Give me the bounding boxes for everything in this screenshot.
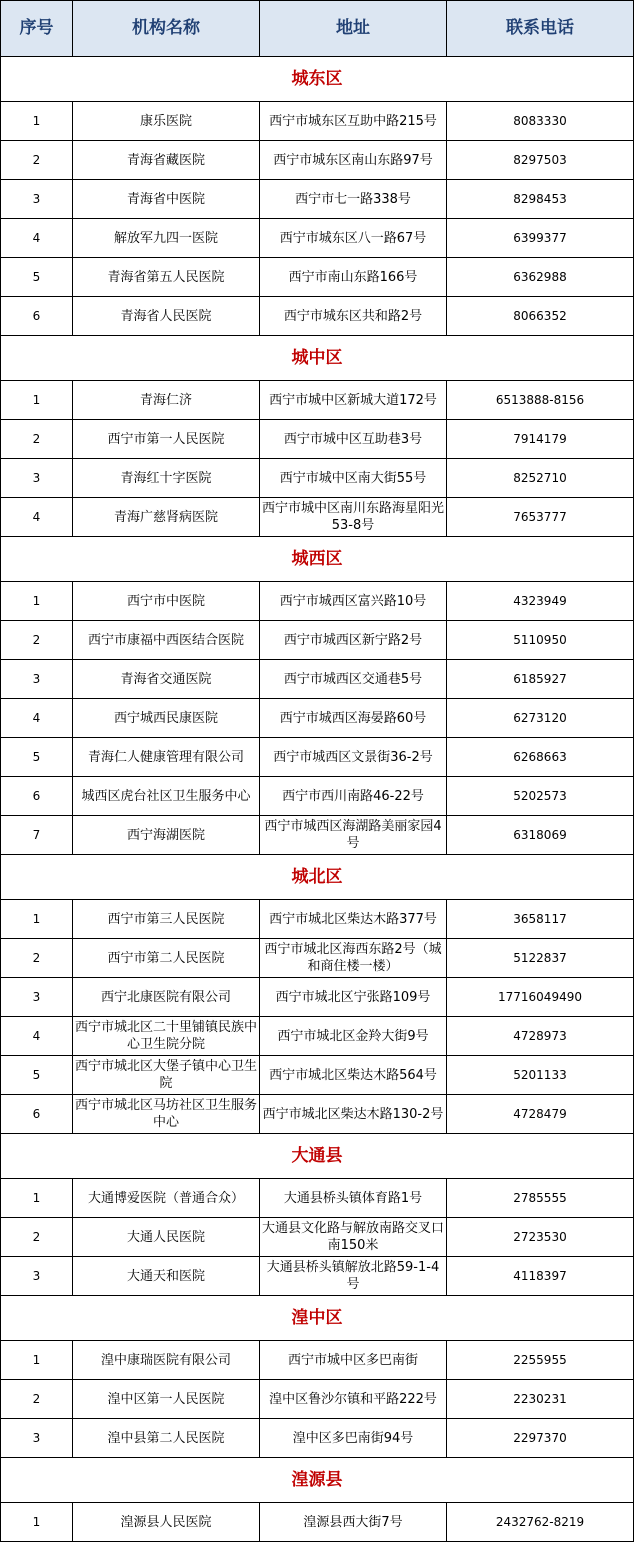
cell-no: 2 [1, 141, 73, 180]
cell-phone: 8252710 [447, 459, 634, 498]
cell-address: 西宁市城北区金羚大街9号 [260, 1017, 447, 1056]
section-title: 大通县 [1, 1134, 634, 1179]
cell-no: 1 [1, 1503, 73, 1542]
table-row [1, 1380, 634, 1419]
table-row [1, 420, 634, 459]
cell-phone: 5110950 [447, 621, 634, 660]
cell-address: 大通县桥头镇体育路1号 [260, 1179, 447, 1218]
table-row [1, 459, 634, 498]
table-row [1, 738, 634, 777]
header-address: 地址 [260, 1, 447, 57]
section-title: 城中区 [1, 336, 634, 381]
cell-no: 5 [1, 258, 73, 297]
cell-phone: 2723530 [447, 1218, 634, 1257]
cell-phone: 8297503 [447, 141, 634, 180]
cell-address: 西宁市城中区多巴南街 [260, 1341, 447, 1380]
cell-no: 1 [1, 102, 73, 141]
cell-phone: 7653777 [447, 498, 634, 537]
section-title: 城东区 [1, 57, 634, 102]
cell-no: 1 [1, 381, 73, 420]
section-row [1, 57, 634, 102]
cell-address: 西宁市城西区海湖路美丽家园4号 [260, 816, 447, 855]
cell-phone: 6399377 [447, 219, 634, 258]
table-row [1, 141, 634, 180]
cell-address: 西宁市七一路338号 [260, 180, 447, 219]
table-row [1, 1017, 634, 1056]
table-row [1, 1257, 634, 1296]
section-row [1, 537, 634, 582]
cell-phone: 4728973 [447, 1017, 634, 1056]
cell-no: 1 [1, 900, 73, 939]
cell-address: 西宁市城东区共和路2号 [260, 297, 447, 336]
cell-address: 西宁市城西区交通巷5号 [260, 660, 447, 699]
cell-no: 4 [1, 1017, 73, 1056]
table-row [1, 699, 634, 738]
cell-name: 湟中康瑞医院有限公司 [73, 1341, 260, 1380]
cell-address: 西宁市城东区互助中路215号 [260, 102, 447, 141]
cell-name: 西宁市城北区马坊社区卫生服务中心 [73, 1095, 260, 1134]
cell-address: 湟源县西大街7号 [260, 1503, 447, 1542]
cell-name: 西宁市第一人民医院 [73, 420, 260, 459]
cell-phone: 6513888-8156 [447, 381, 634, 420]
table-row [1, 1503, 634, 1542]
cell-phone: 2230231 [447, 1380, 634, 1419]
cell-phone: 8083330 [447, 102, 634, 141]
cell-phone: 4118397 [447, 1257, 634, 1296]
cell-address: 西宁市西川南路46-22号 [260, 777, 447, 816]
cell-name: 大通天和医院 [73, 1257, 260, 1296]
cell-phone: 17716049490 [447, 978, 634, 1017]
cell-phone: 5201133 [447, 1056, 634, 1095]
header-row [1, 1, 634, 57]
section-row [1, 1296, 634, 1341]
cell-name: 西宁市康福中西医结合医院 [73, 621, 260, 660]
cell-no: 1 [1, 1179, 73, 1218]
cell-phone: 8066352 [447, 297, 634, 336]
table-row [1, 1179, 634, 1218]
cell-name: 湟源县人民医院 [73, 1503, 260, 1542]
cell-no: 6 [1, 297, 73, 336]
cell-no: 3 [1, 459, 73, 498]
cell-no: 6 [1, 777, 73, 816]
table-row [1, 1419, 634, 1458]
cell-address: 湟中区鲁沙尔镇和平路222号 [260, 1380, 447, 1419]
cell-address: 西宁市城西区文景街36-2号 [260, 738, 447, 777]
cell-phone: 8298453 [447, 180, 634, 219]
cell-no: 3 [1, 1419, 73, 1458]
cell-address: 西宁市城中区互助巷3号 [260, 420, 447, 459]
cell-name: 青海省交通医院 [73, 660, 260, 699]
cell-name: 城西区虎台社区卫生服务中心 [73, 777, 260, 816]
cell-phone: 2785555 [447, 1179, 634, 1218]
section-row [1, 1134, 634, 1179]
cell-name: 西宁市城北区大堡子镇中心卫生院 [73, 1056, 260, 1095]
cell-address: 西宁市城中区南川东路海星阳光53-8号 [260, 498, 447, 537]
table-row [1, 219, 634, 258]
cell-name: 湟中县第二人民医院 [73, 1419, 260, 1458]
cell-phone: 5202573 [447, 777, 634, 816]
cell-address: 西宁市城东区八一路67号 [260, 219, 447, 258]
table-row [1, 1095, 634, 1134]
cell-no: 2 [1, 939, 73, 978]
cell-no: 3 [1, 978, 73, 1017]
table-row [1, 939, 634, 978]
cell-address: 西宁市城东区南山东路97号 [260, 141, 447, 180]
cell-no: 4 [1, 498, 73, 537]
cell-address: 西宁市城北区柴达木路564号 [260, 1056, 447, 1095]
cell-address: 西宁市南山东路166号 [260, 258, 447, 297]
table-row [1, 660, 634, 699]
cell-address: 西宁市城中区新城大道172号 [260, 381, 447, 420]
table-row [1, 621, 634, 660]
cell-no: 2 [1, 1380, 73, 1419]
cell-name: 康乐医院 [73, 102, 260, 141]
cell-no: 3 [1, 1257, 73, 1296]
cell-no: 5 [1, 1056, 73, 1095]
section-row [1, 336, 634, 381]
table-row [1, 978, 634, 1017]
table-row [1, 258, 634, 297]
cell-name: 大通博爱医院（普通合众） [73, 1179, 260, 1218]
cell-no: 1 [1, 582, 73, 621]
table-body [1, 1, 634, 1542]
table-row [1, 1056, 634, 1095]
cell-name: 大通人民医院 [73, 1218, 260, 1257]
cell-phone: 6268663 [447, 738, 634, 777]
cell-name: 西宁海湖医院 [73, 816, 260, 855]
cell-no: 2 [1, 621, 73, 660]
cell-no: 7 [1, 816, 73, 855]
cell-phone: 4323949 [447, 582, 634, 621]
cell-name: 青海红十字医院 [73, 459, 260, 498]
section-title: 城北区 [1, 855, 634, 900]
table-row [1, 381, 634, 420]
cell-no: 4 [1, 699, 73, 738]
cell-name: 西宁市城北区二十里铺镇民族中心卫生院分院 [73, 1017, 260, 1056]
header-no: 序号 [1, 1, 73, 57]
cell-no: 5 [1, 738, 73, 777]
cell-no: 3 [1, 180, 73, 219]
table-row [1, 1218, 634, 1257]
cell-address: 大通县桥头镇解放北路59-1-4号 [260, 1257, 447, 1296]
table-row [1, 816, 634, 855]
cell-name: 西宁城西民康医院 [73, 699, 260, 738]
section-title: 城西区 [1, 537, 634, 582]
cell-name: 西宁市中医院 [73, 582, 260, 621]
cell-name: 青海省第五人民医院 [73, 258, 260, 297]
cell-name: 青海省中医院 [73, 180, 260, 219]
cell-address: 西宁市城西区新宁路2号 [260, 621, 447, 660]
cell-address: 西宁市城北区宁张路109号 [260, 978, 447, 1017]
cell-no: 3 [1, 660, 73, 699]
cell-name: 解放军九四一医院 [73, 219, 260, 258]
section-row [1, 855, 634, 900]
table-row [1, 297, 634, 336]
cell-no: 6 [1, 1095, 73, 1134]
cell-phone: 2255955 [447, 1341, 634, 1380]
cell-address: 西宁市城北区柴达木路130-2号 [260, 1095, 447, 1134]
cell-no: 2 [1, 1218, 73, 1257]
cell-address: 西宁市城西区海晏路60号 [260, 699, 447, 738]
cell-name: 西宁市第二人民医院 [73, 939, 260, 978]
cell-name: 青海省人民医院 [73, 297, 260, 336]
cell-address: 大通县文化路与解放南路交叉口南150米 [260, 1218, 447, 1257]
cell-address: 西宁市城北区柴达木路377号 [260, 900, 447, 939]
cell-name: 青海省藏医院 [73, 141, 260, 180]
cell-name: 青海仁济 [73, 381, 260, 420]
cell-phone: 6273120 [447, 699, 634, 738]
cell-phone: 6185927 [447, 660, 634, 699]
table-row [1, 498, 634, 537]
cell-address: 西宁市城西区富兴路10号 [260, 582, 447, 621]
cell-address: 湟中区多巴南街94号 [260, 1419, 447, 1458]
cell-name: 湟中区第一人民医院 [73, 1380, 260, 1419]
cell-no: 1 [1, 1341, 73, 1380]
cell-phone: 7914179 [447, 420, 634, 459]
table-row [1, 777, 634, 816]
cell-name: 青海仁人健康管理有限公司 [73, 738, 260, 777]
table-row [1, 102, 634, 141]
cell-phone: 3658117 [447, 900, 634, 939]
cell-name: 西宁市第三人民医院 [73, 900, 260, 939]
section-title: 湟中区 [1, 1296, 634, 1341]
table-row [1, 582, 634, 621]
header-name: 机构名称 [73, 1, 260, 57]
cell-name: 西宁北康医院有限公司 [73, 978, 260, 1017]
cell-no: 2 [1, 420, 73, 459]
header-phone: 联系电话 [447, 1, 634, 57]
cell-phone: 4728479 [447, 1095, 634, 1134]
table-row [1, 180, 634, 219]
cell-phone: 5122837 [447, 939, 634, 978]
cell-phone: 6362988 [447, 258, 634, 297]
table-row [1, 1341, 634, 1380]
cell-address: 西宁市城北区海西东路2号（城和商住楼一楼） [260, 939, 447, 978]
cell-name: 青海广慈肾病医院 [73, 498, 260, 537]
table-row [1, 900, 634, 939]
section-row [1, 1458, 634, 1503]
cell-phone: 2297370 [447, 1419, 634, 1458]
cell-phone: 6318069 [447, 816, 634, 855]
cell-no: 4 [1, 219, 73, 258]
cell-address: 西宁市城中区南大街55号 [260, 459, 447, 498]
section-title: 湟源县 [1, 1458, 634, 1503]
cell-phone: 2432762-8219 [447, 1503, 634, 1542]
